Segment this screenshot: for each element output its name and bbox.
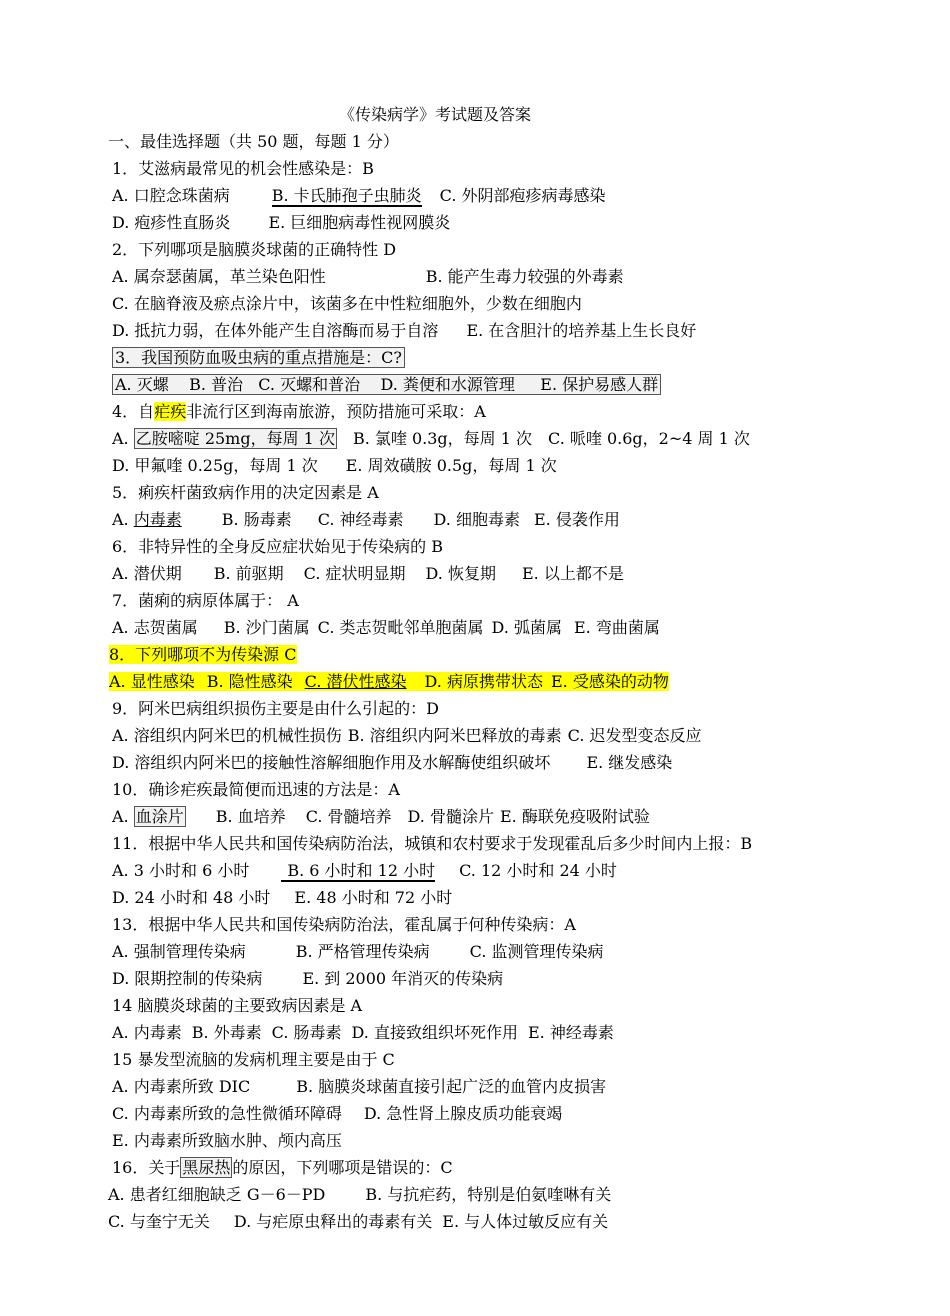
- option-b: B. 隐性感染: [206, 672, 293, 691]
- option-a: A. 潜伏期: [112, 564, 182, 583]
- option-c: C. 外阴部疱疹病毒感染: [439, 186, 606, 205]
- question-5-options: A. 内毒素 B. 肠毒素 C. 神经毒素 D. 细胞毒素 E. 侵袭作用: [112, 510, 620, 529]
- question-15-option-e: E. 内毒素所致脑水肿、颅内高压: [112, 1131, 342, 1150]
- option-c: C. 监测管理传染病: [469, 942, 604, 961]
- option-d: D. 溶组织内阿米巴的接触性溶解细胞作用及水解酶使组织破坏: [112, 753, 551, 772]
- question-6-stem: 6．非特异性的全身反应症状始见于传染病的 B: [112, 537, 444, 556]
- boxed-term: 黑尿热: [182, 1158, 231, 1177]
- option-d: D. 疱疹性直肠炎: [112, 213, 231, 232]
- option-b: B. 氯喹 0.3g，每周 1 次: [352, 429, 533, 448]
- option-d: D. 限期控制的传染病: [112, 969, 263, 988]
- question-10-options: A. 血涂片 B. 血培养 C. 骨髓培养 D. 骨髓涂片 E. 酶联免疫吸附试验: [112, 807, 650, 826]
- question-4-options-row1: A. 乙胺嘧啶 25mg，每周 1 次 B. 氯喹 0.3g，每周 1 次 C. 哌喹 0.6g，2~4 周 1 次: [112, 429, 750, 448]
- question-1-stem: 1．艾滋病最常见的机会性感染是：B: [112, 159, 374, 178]
- option-a: A. 属奈瑟菌属，革兰染色阳性: [112, 267, 326, 286]
- question-13-stem: 13．根据中华人民共和国传染病防治法，霍乱属于何种传染病：A: [112, 915, 576, 934]
- question-13-options-row1: [112, 940, 604, 964]
- option-d: D. 恢复期: [425, 564, 496, 583]
- option-e: E. 与人体过敏反应有关: [442, 1212, 609, 1231]
- question-3-options-box: A. 灭螺 B. 普治 C. 灭螺和普治 D. 粪便和水源管理 E. 保护易感人群: [112, 374, 661, 395]
- option-b: B. 与抗疟药，特别是伯氨喹啉有关: [365, 1185, 612, 1204]
- question-8-options: [109, 670, 669, 694]
- option-b: B. 溶组织内阿米巴释放的毒素: [347, 726, 562, 745]
- question-9-stem: 9．阿米巴病组织损伤主要是由什么引起的：D: [112, 699, 440, 718]
- question-3-options: [112, 373, 661, 397]
- option-a-answer-box: 血涂片: [135, 807, 184, 826]
- question-3-stem-box: 3．我国预防血吸虫病的重点措施是：C?: [112, 347, 405, 368]
- option-b: B. 能产生毒力较强的外毒素: [425, 267, 624, 286]
- option-a: A. 内毒素: [112, 1023, 182, 1042]
- question-14-stem: 14 脑膜炎球菌的主要致病因素是 A: [112, 996, 363, 1015]
- question-9-options-row2: [112, 751, 672, 775]
- option-d: D. 弧菌属: [491, 618, 562, 637]
- question-7-stem: 7．菌痢的病原体属于： A: [112, 591, 299, 610]
- question-1-options-row1: [112, 184, 606, 208]
- option-d: D. 24 小时和 48 小时: [112, 888, 271, 907]
- option-b: B. 脑膜炎球菌直接引起广泛的血管内皮损害: [296, 1077, 607, 1096]
- option-a-answer-box: 乙胺嘧啶 25mg，每周 1 次: [135, 429, 335, 448]
- option-a: A. 溶组织内阿米巴的机械性损伤: [112, 726, 342, 745]
- option-b: B. 血培养: [215, 807, 286, 826]
- option-a: A. 3 小时和 6 小时: [112, 861, 250, 880]
- question-10-stem: 10．确诊疟疾最简便而迅速的方法是：A: [112, 780, 400, 799]
- option-d: D. 细胞毒素: [433, 510, 520, 529]
- option-d: D. 病原携带状态: [424, 672, 543, 691]
- question-2-options-row1: [112, 265, 624, 289]
- question-16-options-row1: [108, 1183, 611, 1207]
- question-2-options-row3: [112, 319, 696, 343]
- option-b: B. 严格管理传染病: [295, 942, 430, 961]
- option-c: C. 哌喹 0.6g，2~4 周 1 次: [548, 429, 750, 448]
- question-2-stem: 2．下列哪项是脑膜炎球菌的正确特性 D: [112, 240, 397, 259]
- option-b: B. 沙门菌属: [223, 618, 310, 637]
- option-c: C. 内毒素所致的急性微循环障碍: [112, 1104, 342, 1123]
- option-d: D. 抵抗力弱，在体外能产生自溶酶而易于自溶: [112, 321, 439, 340]
- question-8-stem: 8．下列哪项不为传染源 C: [109, 645, 297, 664]
- question-11-options-row2: [112, 886, 452, 910]
- question-7-options: [112, 616, 660, 640]
- option-a: A. 强制管理传染病: [112, 942, 246, 961]
- option-a: A. 内毒素所致 DIC: [112, 1077, 251, 1096]
- highlighted-term: 疟疾: [154, 402, 187, 421]
- option-d: D. 急性肾上腺皮质功能衰竭: [363, 1104, 563, 1123]
- option-c: C. 骨髓培养: [305, 807, 392, 826]
- option-b-answer: B. 6 小时和 12 小时: [281, 861, 435, 882]
- option-e: E. 神经毒素: [527, 1023, 614, 1042]
- option-c-answer: C. 潜伏性感染: [304, 672, 407, 691]
- question-15-stem: 15 暴发型流脑的发病机理主要是由于 C: [112, 1050, 395, 1069]
- question-9-options-row1: [112, 724, 702, 748]
- question-15-options-row2: [112, 1102, 562, 1126]
- page-title: 《传染病学》考试题及答案: [338, 105, 531, 124]
- option-d: D. 直接致组织坏死作用: [351, 1023, 518, 1042]
- option-b: B. 前驱期: [213, 564, 284, 583]
- option-e: E. 以上都不是: [521, 564, 624, 583]
- option-c: C. 类志贺毗邻单胞菌属: [317, 618, 484, 637]
- question-2-option-c: C. 在脑脊液及瘀点涂片中，该菌多在中性粒细胞外，少数在细胞内: [112, 294, 582, 313]
- option-e: E. 受感染的动物: [550, 672, 669, 691]
- question-16-options-row2: [108, 1210, 608, 1234]
- option-a: A. 志贺菌属: [112, 618, 198, 637]
- option-c: C. 症状明显期: [303, 564, 406, 583]
- option-e: E. 到 2000 年消灭的传染病: [302, 969, 504, 988]
- question-5-stem: 5．痢疾杆菌致病作用的决定因素是 A: [112, 483, 379, 502]
- question-11-options-row1: [112, 859, 617, 883]
- option-e: E. 继发感染: [586, 753, 673, 772]
- question-3-stem: [112, 346, 405, 370]
- option-e: E. 侵袭作用: [533, 510, 620, 529]
- option-c: C. 12 小时和 24 小时: [459, 861, 617, 880]
- option-a-answer: 内毒素: [133, 510, 182, 529]
- option-a: A. 患者红细胞缺乏 G－6－PD: [108, 1185, 326, 1204]
- option-b-answer: B. 卡氏肺孢子虫肺炎: [271, 186, 422, 205]
- question-6-options: [112, 562, 624, 586]
- section-heading: 一、最佳选择题（共 50 题，每题 1 分）: [108, 132, 399, 151]
- option-c: C. 神经毒素: [317, 510, 404, 529]
- question-11-stem: 11．根据中华人民共和国传染病防治法，城镇和农村要求于发现霍乱后多少时间内上报：B: [112, 834, 753, 853]
- question-4-stem: 4．自疟疾非流行区到海南旅游，预防措施可采取：A: [112, 402, 486, 421]
- option-d: D. 骨髓涂片: [407, 807, 494, 826]
- option-e: E. 酶联免疫吸附试验: [499, 807, 650, 826]
- question-14-options: [112, 1021, 614, 1045]
- option-d: D. 与疟原虫释出的毒素有关: [233, 1212, 433, 1231]
- option-c: C. 与奎宁无关: [108, 1212, 210, 1231]
- question-1-options-row2: [112, 211, 450, 235]
- option-b: B. 肠毒素: [221, 510, 292, 529]
- option-a: A. 显性感染: [109, 672, 195, 691]
- option-e: E. 巨细胞病毒性视网膜炎: [268, 213, 451, 232]
- option-e: E. 周效磺胺 0.5g，每周 1 次: [345, 456, 557, 475]
- question-15-options-row1: [112, 1075, 606, 1099]
- option-c: C. 肠毒素: [271, 1023, 342, 1042]
- question-13-options-row2: [112, 967, 503, 991]
- option-a: A. 口腔念珠菌病: [112, 186, 230, 205]
- option-b: B. 外毒素: [191, 1023, 262, 1042]
- question-4-options-row2: [112, 454, 557, 478]
- option-e: E. 在含胆汁的培养基上生长良好: [466, 321, 697, 340]
- option-e: E. 48 小时和 72 小时: [294, 888, 453, 907]
- option-e: E. 弯曲菌属: [573, 618, 660, 637]
- question-16-stem: 16．关于 黑尿热 的原因，下列哪项是错误的：C: [112, 1158, 453, 1177]
- option-d: D. 甲氟喹 0.25g，每周 1 次: [112, 456, 318, 475]
- option-c: C. 迟发型变态反应: [567, 726, 702, 745]
